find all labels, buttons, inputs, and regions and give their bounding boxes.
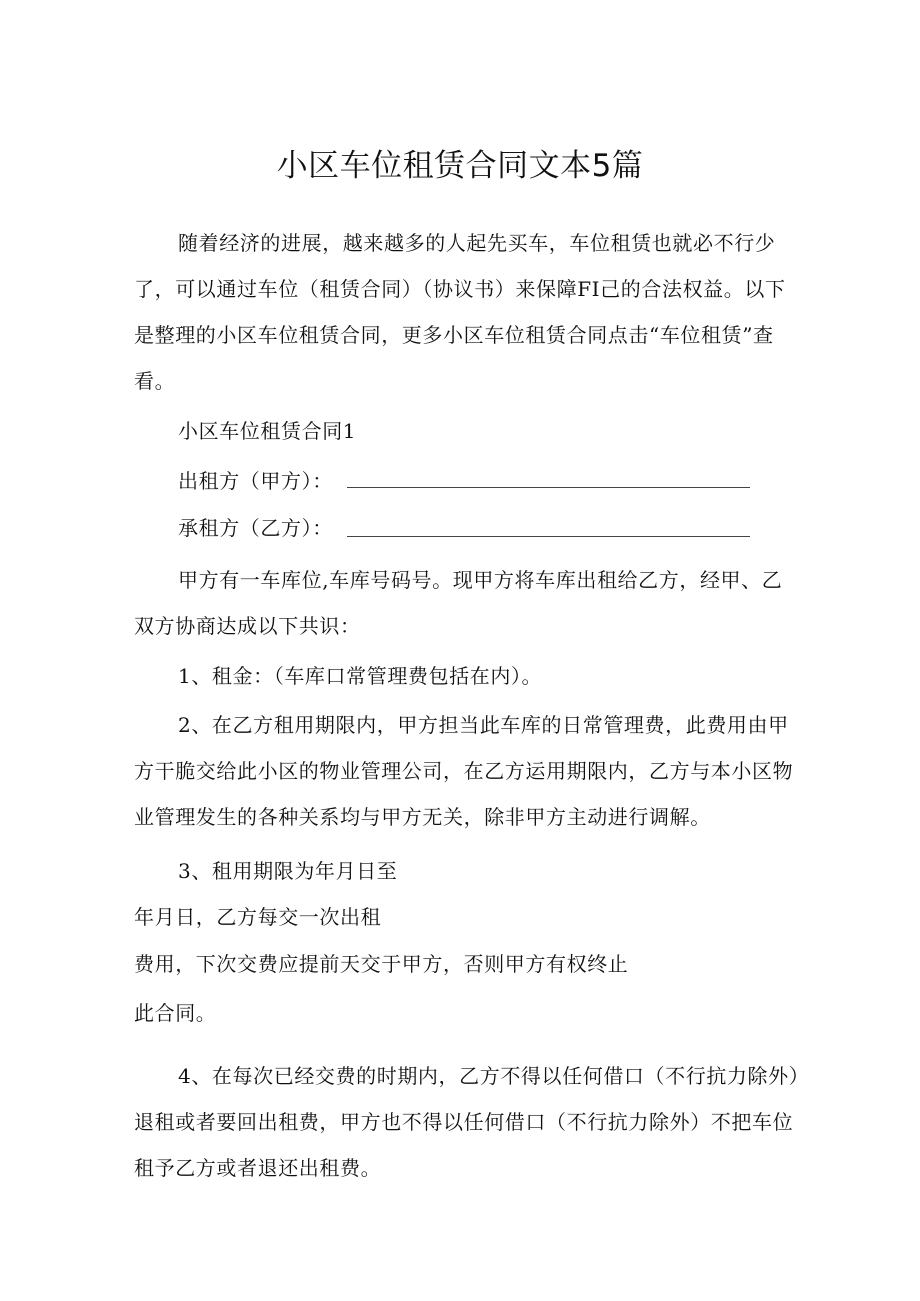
clause-intro-paragraph: 甲方有一车库位,车库号码号。现甲方将车库出租给乙方，经甲、乙双方协商达成以下共识：: [134, 568, 783, 638]
clause-3-line-1: 3、租用期限为年月日至: [178, 859, 398, 883]
clause-4-paragraph: 4、在每次已经交费的时期内，乙方不得以任何借口（不行抗力除外）退租或者要回出租费，甲方也不得以任何借口（不行抗力除外）不把车位租予乙方或者退还出租费。: [134, 1064, 800, 1180]
lessee-label: 承租方（乙方）：: [178, 516, 333, 540]
clause-3-line-3: 费用，下次交费应提前天交于甲方，否则甲方有权终止: [134, 952, 629, 976]
document-title: 小区车位租赁合同文本5篇: [276, 148, 644, 184]
clause-2-paragraph: 2、在乙方租用期限内，甲方担当此车库的日常管理费，此费用由甲方干脆交给此小区的物业管理公司，在乙方运用期限内，乙方与本小区物业管理发生的各种关系均与甲方无关，除非甲方主动进行调解。: [134, 713, 794, 829]
lessor-blank-line: [347, 487, 750, 488]
clause-3-line-4: 此合同。: [134, 1001, 217, 1025]
clause-3-line-2: 年月日，乙方每交一次出租: [134, 905, 382, 929]
lessor-label: 出租方（甲方）：: [178, 469, 333, 493]
contract-1-heading: 小区车位租赁合同1: [178, 419, 357, 443]
clause-1-paragraph: 1、租金：（车库口常管理费包括在内）。: [178, 664, 543, 688]
lessee-blank-line: [347, 536, 750, 537]
intro-paragraph: 随着经济的进展，越来越多的人起先买车，车位租赁也就必不行少了，可以通过车位（租赁合同）（协议书）来保障FI己的合法权益。以下是整理的小区车位租赁合同，更多小区车位租赁合同点击“车位租赁”查看。: [134, 231, 786, 393]
